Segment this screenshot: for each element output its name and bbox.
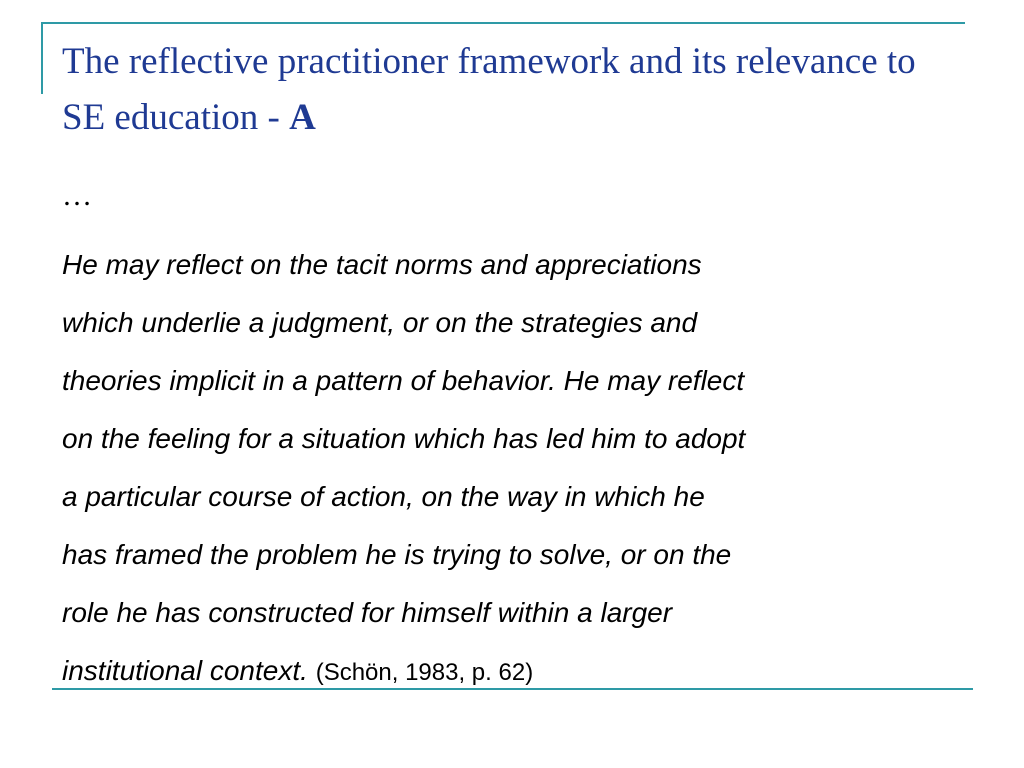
quote-line-text: institutional context. [62,655,316,686]
left-accent-rule [41,22,43,94]
quote-line: has framed the problem he is trying to solve, or on the [62,539,732,570]
quote-line: role he has constructed for himself within a larger [62,597,673,628]
slide-title [62,34,962,146]
slide-title-text: The reflective practitioner framework and its relevance to SE education - [62,41,916,138]
slide-title-bold-letter: A [289,97,316,138]
quote-line: He may reflect on the tacit norms and appreciations [62,249,702,280]
quote-line: on the feeling for a situation which has led him to adopt [62,423,746,454]
quote-block [62,236,957,702]
quote-last-line [62,642,957,702]
ellipsis: … [62,179,92,212]
top-accent-rule [41,22,965,24]
citation: (Schön, 1983, p. 62) [315,659,534,686]
quote-line: theories implicit in a pattern of behavior. He may reflect [62,365,745,396]
quote-line: a particular course of action, on the way in which he [62,481,705,512]
quote-line: which underlie a judgment, or on the strategies and [62,307,698,338]
bottom-accent-rule [52,688,973,690]
